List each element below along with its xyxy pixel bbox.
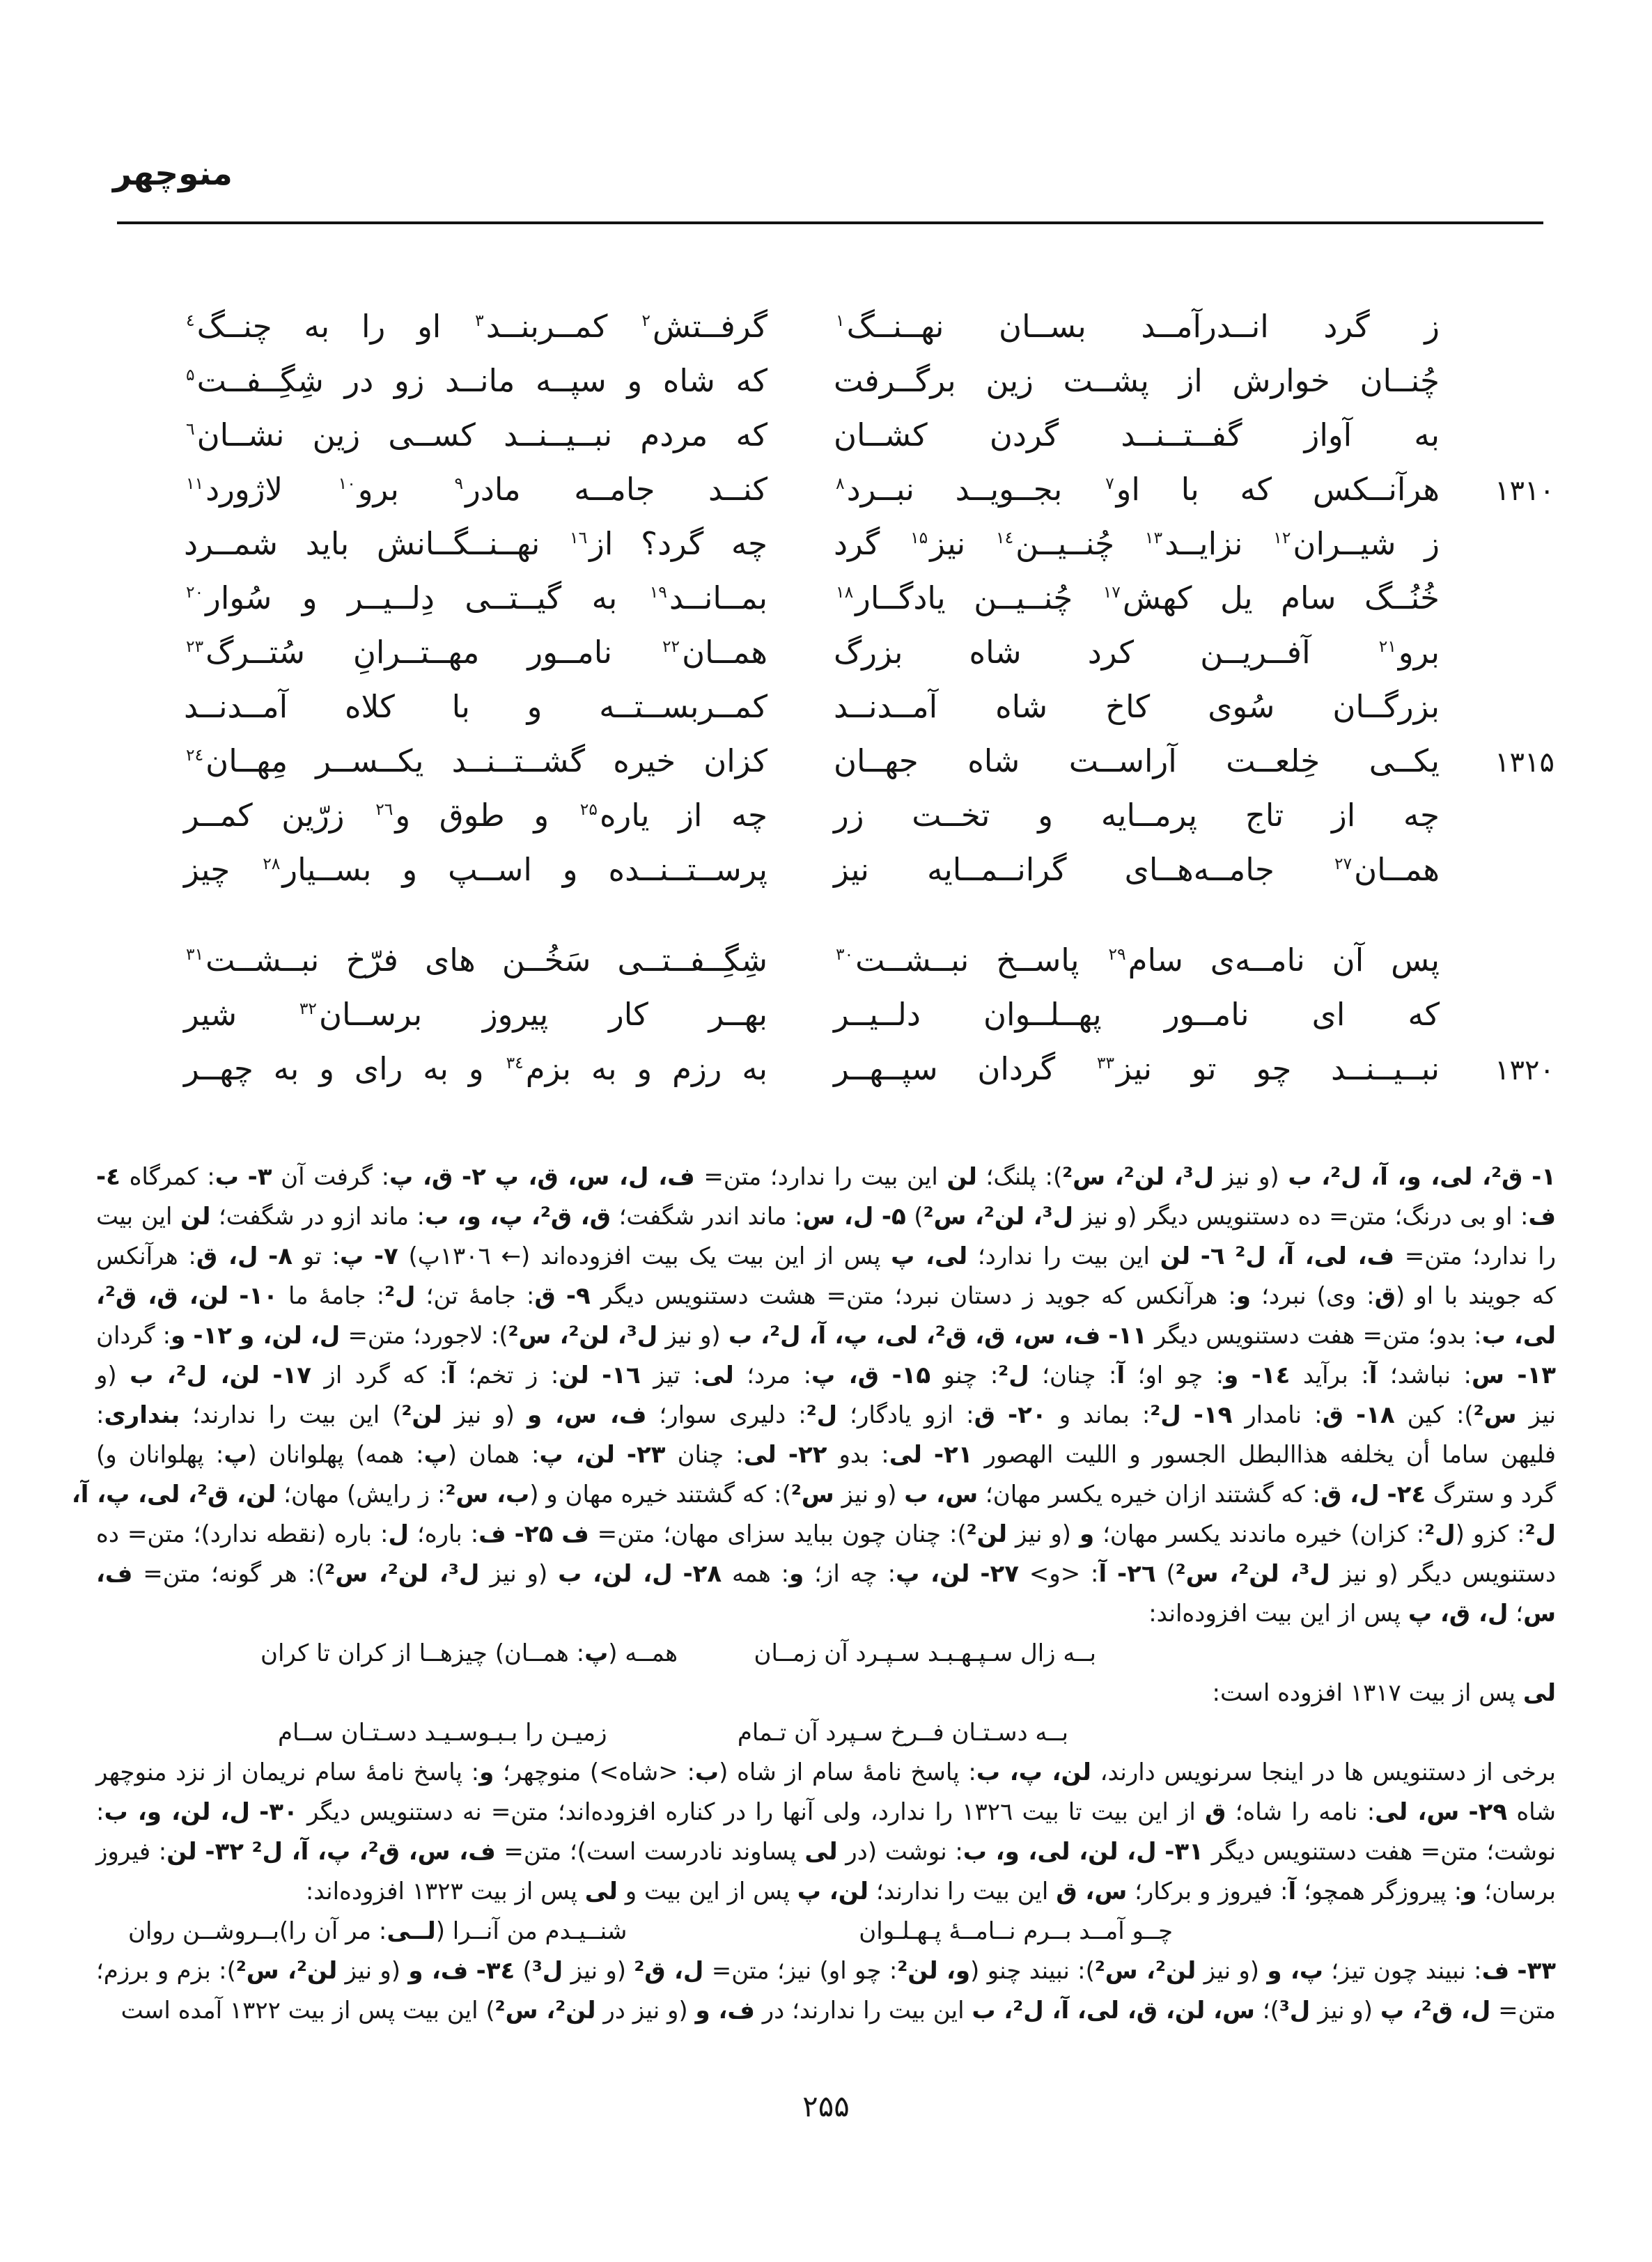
hemistich-right: بزرگــان سُوی کاخ شاه آمــدنــد: [834, 688, 1440, 725]
apparatus-line: نیز س²): کین ۱۸- ق: نامدار ۱۹- ل²: بماند و ۲۰- ق: ازو یادگار؛ ل²: دلیری سوار؛ ف، س، و (و نیز لن²) این بیت را ندارند؛ بنداری:: [96, 1401, 1556, 1429]
hemistich-right: برو$^{۲۱}$ آفــریــن کرد شاه بزرگ: [834, 634, 1440, 671]
verse-number: ۱۳۱۰: [1495, 475, 1554, 507]
poem-row: [98, 354, 1554, 408]
hemistich-left: پرســتــنــده و اســپ و بســیار$^{۲۸}$ چیز: [184, 851, 768, 888]
hemistich-left: کمــربســتــه و با کلاه آمــدنــد: [184, 688, 767, 725]
apparatus-line: س؛ ل، ق، پ پس از این بیت افزوده‌اند:: [1148, 1600, 1556, 1628]
apparatus-line: ۳۳- ف: نبیند چون تیز؛ پ، و (و نیز لن²، س²): نبیند چنو (و، لن²: چو او) نیز؛ متن= ل، ق² (و نیز ل³) ۳٤- ف، و (و نیز لن²، س²): بزم و برزم؛: [96, 1957, 1557, 1985]
apparatus-line: شاه ۲۹- س، لی: نامه را شاه؛ ق از این بیت تا بیت ۱۳۲٦ را ندارد، ولی آنها را در کناره افزوده‌اند؛ متن= نه دستنویس دیگر ۳۰- ل، لن، و، ب:: [96, 1798, 1557, 1826]
hemistich-right: چُنــان خوارش از پشــت زین برگــرفت: [834, 362, 1440, 399]
apparatus-verse-line: [260, 1634, 1096, 1674]
hemistich-left: بمــانــد$^{۱۹}$ به گیــتــی دِلــیــر و سُوار$^{۲۰}$: [186, 579, 767, 616]
apparatus-verse-left: زمیـن را بـبـوسـیـد دسـتـان ســام: [278, 1719, 607, 1747]
apparatus-line: ف: او بی درنگ؛ متن= ده دستنویس دیگر (و نیز ل³، لن²، س²) ۵- ل، س: ماند اندر شگفت؛ ق، ق²، پ، و، ب: ماند ازو در شگفت؛ لن این بیت: [96, 1203, 1557, 1231]
apparatus-line: که جویند با او (ق: وی) نبرد؛ و: هرآنکس که جوید ز دستان نبرد؛ متن= هشت دستنویس دیگر ۹- ق: جامهٔ تن؛ ل²: جامهٔ ما ۱۰- لن، ق، ق²،: [96, 1282, 1556, 1310]
hemistich-right: یکــی خِلعــت آراســت شاه جهــان: [834, 742, 1440, 779]
hemistich-left: بهــر کار پیروز برســان$^{۳۲}$ شیر: [184, 996, 767, 1033]
hemistich-right: که ای نامــور پهــلــوان دلــیــر: [834, 996, 1440, 1033]
hemistich-right: همــان$^{۲۷}$ جامــه‌هــای گرانــمــایه نیز: [834, 851, 1440, 888]
apparatus-line: ۱- ق²، لی، و، آ، ل²، ب (و نیز ل³، لن²، س²): پلنگ؛ لن این بیت را ندارد؛ متن= ف، ل، س، ق، پ ۲- ق، پ: گرفت آن ۳- ب: کمرگاه ٤-: [96, 1163, 1556, 1191]
hemistich-right: نبــیــنــد چو تو نیز$^{۳۳}$ گردان سپــهــر: [834, 1050, 1440, 1087]
apparatus-line: دستنویس دیگر (و نیز ل³، لن²، س²) ۲٦- آ: <و> ۲۷- لن، پ: چه از؛ و: همه ۲۸- ل، لن، ب (و نیز ل³، لن²، س²): هر گونه؛ متن= ف،: [96, 1560, 1557, 1588]
apparatus-line: لی، ب: بدو؛ متن= هفت دستنویس دیگر ۱۱- ف، س، ق، ق²، لی، پ، آ، ل²، ب (و نیز ل³، لن²، س²): لاجورد؛ متن= ل، لن، و ۱۲- و: گردان: [96, 1322, 1557, 1350]
hemistich-left: چه گرد؟ از$^{۱٦}$ نهــنــگــانش باید شمــرد: [184, 525, 767, 562]
apparatus-verse-line: [128, 1912, 1173, 1951]
poem-row: [98, 517, 1554, 571]
apparatus-line: برخی از دستنویس ها در اینجا سرنویس دارند، لن، پ، ب: پاسخ نامهٔ سام از شاه (ب: <شاه>) منوچهر؛ و: پاسخ نامهٔ سام نریمان از نزد منوچهر: [96, 1758, 1556, 1786]
poem-row: [98, 680, 1554, 734]
apparatus-line: نوشت؛ متن= هفت دستنویس دیگر ۳۱- ل، لن، لی، و، ب: نوشت (در لی پساوند نادرست است)؛ متن= ف، س، ق²، پ، آ، ل² ۳۲- لن: فیروز: [96, 1838, 1557, 1866]
apparatus-line: لی پس از بیت ۱۳۱۷ افزوده است:: [1212, 1679, 1556, 1707]
apparatus-line: را ندارد؛ متن= ف، لی، آ، ل² ٦- لن این بیت را ندارد؛ لی، پ پس از این بیت یک بیت افزوده‌اند (← ۱۳۰٦پ) ۷- پ: تو ۸- ل، ق: هرآنکس: [96, 1242, 1557, 1270]
hemistich-left: که شاه و سپــه مانــد زو در شِگِــفــت$^۵$: [186, 362, 767, 399]
hemistich-left: شِگِــفــتــی سَخُــن های فرّخ نبــشــت$^{۳۱}$: [186, 942, 767, 978]
hemistich-left: گرفــتش$^۲$ کمــربنــد$^۳$ او را به چنــگ$^٤$: [186, 308, 768, 345]
poem: [98, 299, 1554, 1096]
page-number: ۲۵۵: [802, 2089, 850, 2123]
apparatus-verse-right: چــو آمــد بــرم نــامــهٔ پـهـلـوان: [859, 1917, 1173, 1945]
apparatus-line: ل²: کزو (ل²: کزان) خیره ماندند یکسر مهان؛ و (و نیز لن²): چنان چون بباید سزای مهان؛ متن= ف ۲۵- ف: باره؛ ل: باره (نقطه ندارد)؛ متن= ده: [96, 1520, 1557, 1548]
apparatus: [71, 1157, 1557, 2031]
poem-row: [98, 299, 1554, 354]
poem-row: [98, 843, 1554, 897]
apparatus-line: برسان؛ و: پیروزگر همچو؛ آ: فیروز و برکار؛ س، ق این بیت را ندارند؛ لن، پ پس از این بیت و لی پس از بیت ۱۳۲۳ افزوده‌اند:: [305, 1878, 1556, 1905]
apparatus-verse-line: [278, 1713, 1068, 1753]
hemistich-right: ز شیــران$^{۱۲}$ نزایــد$^{۱۳}$ چُنــیــن$^{۱٤}$ نیز$^{۱۵}$ گرد: [834, 525, 1440, 562]
poem-row: [98, 625, 1554, 680]
page-title: منوچهر: [113, 155, 233, 193]
apparatus-verse-right: بــه دسـتـان فــرخ سـپرد آن تـمام: [737, 1719, 1068, 1747]
hemistich-left: کنــد جامــه مادر$^۹$ برو$^{۱۰}$ لاژورد$^{۱۱}$: [186, 471, 768, 508]
hemistich-right: پس آن نامــه‌ی سام$^{۲۹}$ پاســخ نبــشــت$^{۳۰}$: [836, 942, 1440, 978]
hemistich-right: چه از تاج پرمــایه و تخــت زر: [834, 797, 1440, 834]
poem-row: [98, 462, 1554, 517]
apparatus-verse-left: همــه (پ: همــان) چیزهــا از کران تا کران: [260, 1639, 678, 1667]
apparatus-line: گرد و سترگ ۲٤- ل، ق: که گشتند ازان خیره یکسر مهان؛ س، ب (و نیز س²): که گشتند خیره مهان و (ب، س²: ز رایش) مهان؛ لن، ق²، لی، پ، آ،: [71, 1481, 1556, 1508]
hemistich-left: همــان$^{۲۲}$ نامــور مهــتــرانِ سُتــرگ$^{۲۳}$: [186, 634, 767, 671]
hemistich-right: خُنُــگ سام یل کهش$^{۱۷}$ چُنــیــن یادگــار$^{۱۸}$: [836, 579, 1440, 616]
hemistich-right: به آواز گفــتــنــد گردن کشــان: [834, 416, 1440, 453]
apparatus-verse-left: شنــیـدم من آنــرا (لــی: مر آن را)بــروشــن روان: [128, 1917, 628, 1945]
poem-row: [98, 933, 1554, 988]
poem-row: [98, 571, 1554, 625]
poem-row: [98, 734, 1554, 788]
verse-number: ۱۳۱۵: [1495, 747, 1554, 779]
hemistich-left: که مردم نبــیــنــد کســی زین نشــان$^٦$: [186, 416, 767, 453]
hemistich-right: هرآنــکس که با او$^۷$ بجــویــد نبــرد$^۸$: [836, 471, 1440, 508]
hemistich-left: به رزم و به بزم$^{۳٤}$ و به رای و به چهــر: [184, 1050, 767, 1087]
header-divider-rule: [117, 221, 1543, 224]
verse-number: ۱۳۲۰: [1495, 1054, 1554, 1086]
apparatus-line: فلیهن ساما أن یخلفه هذاالبطل الجسور و اللیت الهصور ۲۱- لی: بدو ۲۲- لی: چنان ۲۳- لن، پ: همان (پ: همه) پهلوانان (پ: پهلوانان و): [96, 1441, 1556, 1469]
poem-row: [98, 988, 1554, 1042]
apparatus-line: ۱۳- س: نباشد؛ آ: برآید ۱٤- و: چو او؛ آ: چنان؛ ل²: چنو ۱۵- ق، پ: مرد؛ لی: تیز ۱٦- لن: ز تخم؛ آ: که گرد از ۱۷- لن، ل²، ب (و: [96, 1362, 1556, 1389]
hemistich-left: چه از یاره$^{۲۵}$ و طوق و$^{۲٦}$ زرّین کمــر: [184, 797, 767, 834]
hemistich-right: ز گرد انــدرآمــد بســان نهــنــگ$^۱$: [836, 308, 1440, 345]
poem-row: [98, 408, 1554, 462]
poem-row: [98, 788, 1554, 843]
poem-row: [98, 1042, 1554, 1096]
hemistich-left: کزان خیره گشــتــنــد یکــســر مِهــان$^{۲٤}$: [186, 742, 767, 779]
apparatus-verse-right: بــه زال سـپـهـبـد سـپـرد آن زمــان: [754, 1639, 1096, 1667]
apparatus-line: متن= ل، ق²، پ (و نیز ل³)؛ س، لن، ق، لی، آ، ل²، ب این بیت را ندارند؛ در ف، و (و نیز در لن²، س²) این بیت پس از بیت ۱۳۲۲ آمده است: [120, 1997, 1556, 2025]
